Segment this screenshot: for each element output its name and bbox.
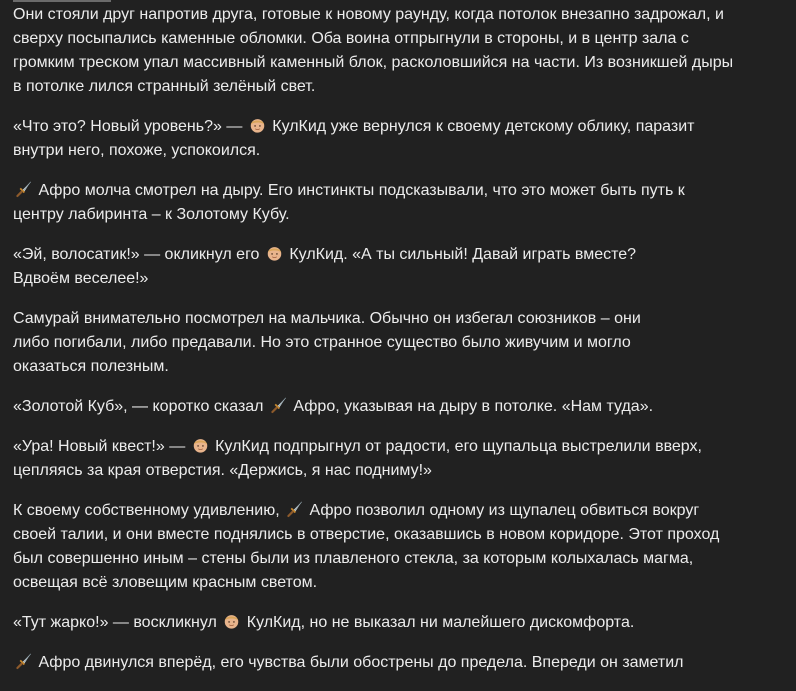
dagger-emoji-icon bbox=[13, 654, 34, 671]
text-run: «Ура! Новый квест!» — bbox=[13, 438, 190, 455]
top-divider bbox=[13, 0, 111, 2]
text-run: Афро позволил одному из щупалец обвиться вокруг своей талии, и они вместе поднялись в отверстие, оказавшись в новом коридоре. Этот проход был совершенно иным – стены были из плавленого стекла, за которым колыхалась магма, освещая всё зловещим красным светом. bbox=[13, 502, 720, 591]
text-run: К своему собственному удивлению, bbox=[13, 502, 285, 519]
child-emoji-icon bbox=[221, 614, 242, 631]
story-paragraph bbox=[13, 651, 788, 675]
text-run: «Эй, волосатик!» — окликнул его bbox=[13, 246, 264, 263]
child-emoji-icon bbox=[190, 438, 211, 455]
dagger-emoji-icon bbox=[13, 182, 34, 199]
story-paragraph bbox=[13, 395, 788, 419]
story-paragraph bbox=[13, 243, 788, 291]
text-run: Самурай внимательно посмотрел на мальчика. Обычно он избегал союзников – они либо погибали, либо предавали. Но это странное существо было живучим и могло оказаться полезным. bbox=[13, 310, 641, 375]
story-text bbox=[13, 3, 788, 691]
text-run: Афро, указывая на дыру в потолке. «Нам туда». bbox=[288, 398, 654, 415]
story-paragraph bbox=[13, 3, 788, 99]
story-paragraph bbox=[13, 435, 788, 483]
text-run: Афро молча смотрел на дыру. Его инстинкты подсказывали, что это может быть путь к центру лабиринта – к Золотому Кубу. bbox=[13, 182, 685, 223]
text-run: КулКид уже вернулся к своему детскому облику, паразит внутри него, похоже, успокоился. bbox=[13, 118, 695, 159]
text-run: Афро двинулся вперёд, его чувства были обострены до предела. Впереди он заметил bbox=[34, 654, 684, 671]
text-run: «Золотой Куб», — коротко сказал bbox=[13, 398, 268, 415]
text-run: КулКид. «А ты сильный! Давай играть вместе? Вдвоём веселее!» bbox=[13, 246, 637, 287]
text-run: «Что это? Новый уровень?» — bbox=[13, 118, 247, 135]
story-paragraph bbox=[13, 499, 788, 595]
story-paragraph bbox=[13, 115, 788, 163]
child-emoji-icon bbox=[264, 246, 285, 263]
text-run: КулКид, но не выказал ни малейшего дискомфорта. bbox=[242, 614, 635, 631]
dagger-emoji-icon bbox=[284, 502, 305, 519]
text-run: «Тут жарко!» — воскликнул bbox=[13, 614, 222, 631]
story-paragraph bbox=[13, 611, 788, 635]
text-run: Они стояли друг напротив друга, готовые к новому раунду, когда потолок внезапно задрожал, и сверху посыпались каменные обломки. Оба воина отпрыгнули в стороны, и в центр зала с громким треском упал массивный каменный блок, расколовшийся на части. Из возникшей дыры в потолке лился странный зелёный свет. bbox=[13, 6, 734, 95]
dagger-emoji-icon bbox=[268, 398, 289, 415]
story-paragraph bbox=[13, 179, 788, 227]
child-emoji-icon bbox=[247, 118, 268, 135]
text-run: КулКид подпрыгнул от радости, его щупальца выстрелили вверх, цепляясь за края отверстия. «Держись, я нас подниму!» bbox=[13, 438, 702, 479]
story-paragraph bbox=[13, 307, 788, 379]
